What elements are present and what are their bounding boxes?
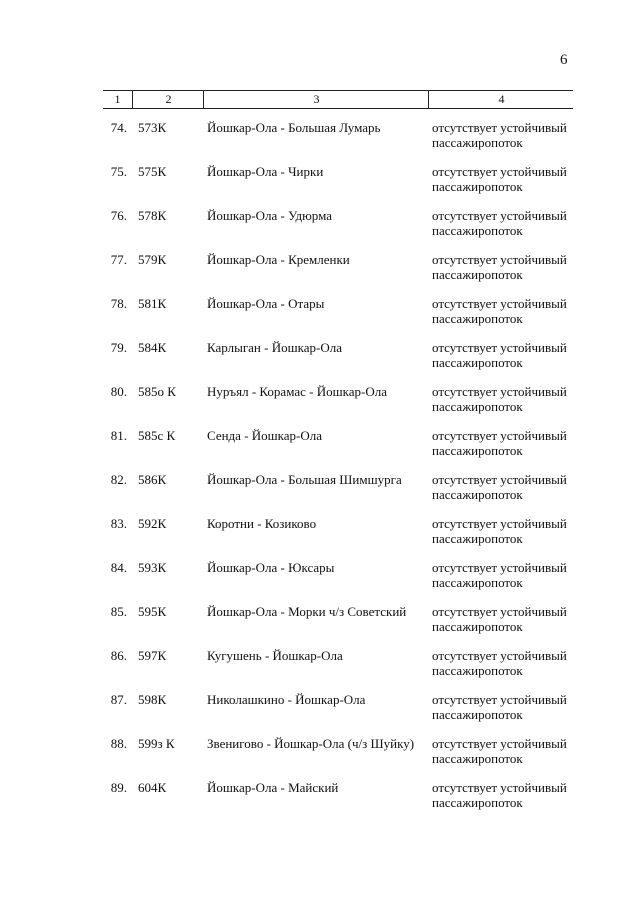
route-code: 578К: [138, 208, 167, 223]
table-row: [0, 340, 639, 384]
table-row: [0, 780, 639, 824]
route-status: [432, 780, 582, 810]
route-status: [432, 120, 582, 150]
table-row: [0, 472, 639, 516]
route-name: Йошкар-Ола - Морки ч/з Советский: [207, 604, 407, 619]
row-number: 86.: [110, 648, 127, 663]
route-name: Сенда - Йошкар-Ола: [207, 428, 323, 443]
row-number: 80.: [110, 384, 127, 399]
route-status: [432, 208, 582, 238]
route-status: [432, 472, 582, 502]
route-name: Йошкар-Ола - Удюрма: [207, 208, 333, 223]
table-row: [0, 560, 639, 604]
status-line-1: отсутствует устойчивый: [432, 516, 567, 531]
route-status: [432, 428, 582, 458]
status-line-1: отсутствует устойчивый: [432, 736, 567, 751]
header-col-2: 2: [132, 91, 204, 108]
row-number: 78.: [110, 296, 127, 311]
row-number: 87.: [110, 692, 127, 707]
route-code: 584К: [138, 340, 167, 355]
route-name: Нуръял - Корамас - Йошкар-Ола: [207, 384, 387, 399]
row-number: 88.: [110, 736, 127, 751]
route-status: [432, 736, 582, 766]
route-code: 598К: [138, 692, 167, 707]
row-number: 77.: [110, 252, 127, 267]
table-body: [0, 120, 639, 824]
header-col-3: 3: [203, 91, 429, 108]
status-line-2: пассажиропоток: [432, 267, 523, 282]
status-line-2: пассажиропоток: [432, 179, 523, 194]
route-name: Йошкар-Ола - Большая Шимшурга: [207, 472, 402, 487]
status-line-2: пассажиропоток: [432, 487, 523, 502]
table-row: [0, 604, 639, 648]
status-line-1: отсутствует устойчивый: [432, 428, 567, 443]
status-line-2: пассажиропоток: [432, 663, 523, 678]
header-col-1: 1: [114, 92, 121, 106]
route-code: 592К: [138, 516, 167, 531]
route-code: 586К: [138, 472, 167, 487]
status-line-1: отсутствует устойчивый: [432, 208, 567, 223]
route-status: [432, 692, 582, 722]
route-name: Звенигово - Йошкар-Ола (ч/з Шуйку): [207, 736, 415, 751]
route-status: [432, 560, 582, 590]
status-line-1: отсутствует устойчивый: [432, 780, 567, 795]
status-line-2: пассажиропоток: [432, 619, 523, 634]
table-row: [0, 736, 639, 780]
row-number: 76.: [110, 208, 127, 223]
route-code: 604К: [138, 780, 167, 795]
page-number: 6: [560, 52, 568, 68]
status-line-2: пассажиропоток: [432, 443, 523, 458]
route-status: [432, 296, 582, 326]
status-line-1: отсутствует устойчивый: [432, 120, 567, 135]
status-line-1: отсутствует устойчивый: [432, 604, 567, 619]
route-code: 573К: [138, 120, 167, 135]
table-row: [0, 296, 639, 340]
status-line-2: пассажиропоток: [432, 355, 523, 370]
row-number: 83.: [110, 516, 127, 531]
status-line-2: пассажиропоток: [432, 795, 523, 810]
table-row: [0, 516, 639, 560]
route-status: [432, 604, 582, 634]
status-line-2: пассажиропоток: [432, 531, 523, 546]
route-status: [432, 648, 582, 678]
route-status: [432, 164, 582, 194]
row-number: 89.: [110, 780, 127, 795]
route-status: [432, 340, 582, 370]
route-name: Йошкар-Ола - Кремленки: [207, 252, 350, 267]
route-code: 581К: [138, 296, 167, 311]
table-row: [0, 428, 639, 472]
row-number: 75.: [110, 164, 127, 179]
status-line-1: отсутствует устойчивый: [432, 472, 567, 487]
status-line-2: пассажиропоток: [432, 135, 523, 150]
route-name: Коротни - Козиково: [207, 516, 317, 531]
status-line-1: отсутствует устойчивый: [432, 252, 567, 267]
route-name: Йошкар-Ола - Отары: [207, 296, 325, 311]
route-name: Йошкар-Ола - Юксары: [207, 560, 335, 575]
route-code: 579К: [138, 252, 167, 267]
route-code: 575К: [138, 164, 167, 179]
status-line-2: пассажиропоток: [432, 223, 523, 238]
route-status: [432, 384, 582, 414]
route-code: 599з К: [138, 736, 175, 751]
header-col-4: 4: [428, 91, 574, 108]
status-line-2: пассажиропоток: [432, 311, 523, 326]
route-code: 595К: [138, 604, 167, 619]
route-name: Йошкар-Ола - Большая Лумарь: [207, 120, 381, 135]
status-line-2: пассажиропоток: [432, 707, 523, 722]
status-line-1: отсутствует устойчивый: [432, 164, 567, 179]
route-code: 597К: [138, 648, 167, 663]
route-name: Кугушень - Йошкар-Ола: [207, 648, 343, 663]
table-row: [0, 692, 639, 736]
status-line-1: отсутствует устойчивый: [432, 648, 567, 663]
route-code: 585с К: [138, 428, 176, 443]
route-code: 585о К: [138, 384, 176, 399]
row-number: 74.: [110, 120, 127, 135]
table-row: [0, 208, 639, 252]
row-number: 84.: [110, 560, 127, 575]
table-row: [0, 120, 639, 164]
table-row: [0, 384, 639, 428]
table-row: [0, 648, 639, 692]
table-header: [103, 90, 573, 109]
route-name: Йошкар-Ола - Чирки: [207, 164, 324, 179]
status-line-2: пассажиропоток: [432, 575, 523, 590]
route-status: [432, 516, 582, 546]
table-row: [0, 164, 639, 208]
route-status: [432, 252, 582, 282]
route-name: Николашкино - Йошкар-Ола: [207, 692, 366, 707]
row-number: 85.: [110, 604, 127, 619]
row-number: 82.: [110, 472, 127, 487]
table-row: [0, 252, 639, 296]
status-line-1: отсутствует устойчивый: [432, 340, 567, 355]
status-line-2: пассажиропоток: [432, 399, 523, 414]
row-number: 81.: [110, 428, 127, 443]
status-line-1: отсутствует устойчивый: [432, 692, 567, 707]
status-line-1: отсутствует устойчивый: [432, 560, 567, 575]
status-line-1: отсутствует устойчивый: [432, 296, 567, 311]
route-code: 593К: [138, 560, 167, 575]
route-name: Карлыган - Йошкар-Ола: [207, 340, 342, 355]
route-name: Йошкар-Ола - Майский: [207, 780, 339, 795]
row-number: 79.: [110, 340, 127, 355]
status-line-2: пассажиропоток: [432, 751, 523, 766]
status-line-1: отсутствует устойчивый: [432, 384, 567, 399]
